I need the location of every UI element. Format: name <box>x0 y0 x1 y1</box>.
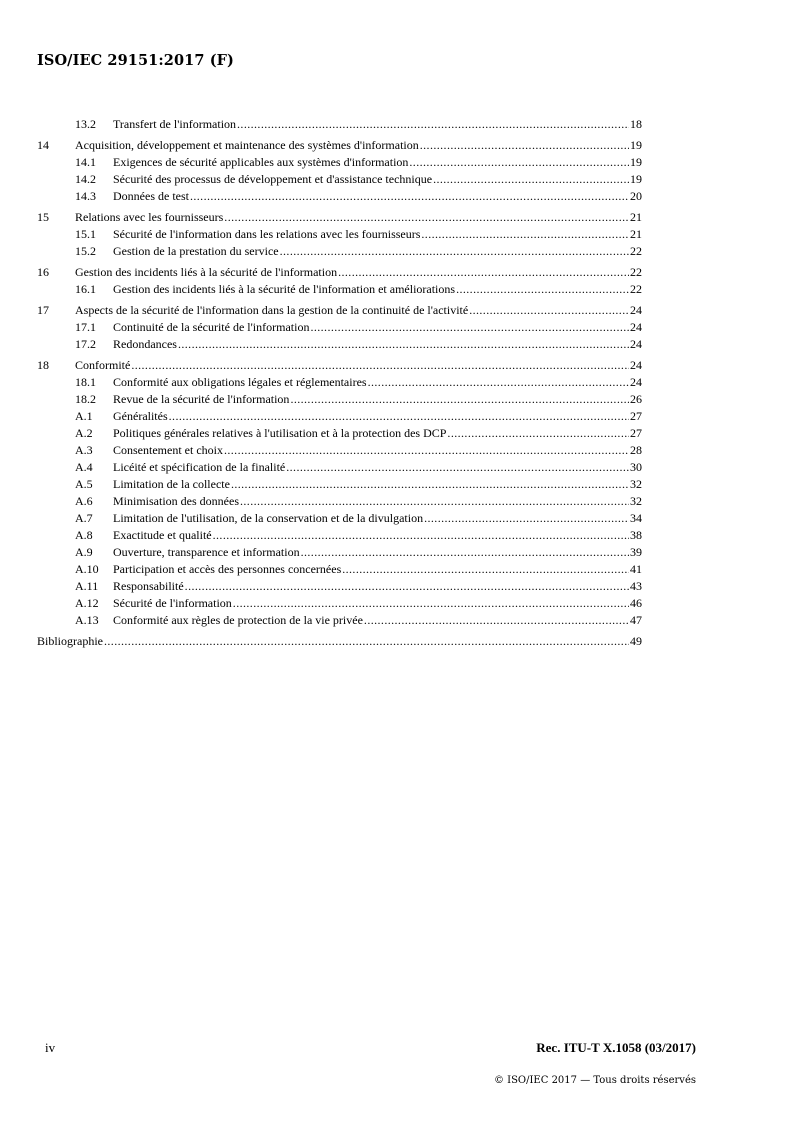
toc-entry[interactable] <box>37 442 642 459</box>
toc-entry-page: 19 <box>630 138 642 152</box>
toc-entry-page: 22 <box>630 244 642 258</box>
toc-dot-leader <box>185 578 629 595</box>
toc-entry[interactable] <box>37 336 642 353</box>
toc-entry-number: 14 <box>37 138 49 152</box>
toc-entry[interactable] <box>37 357 642 374</box>
toc-dot-leader <box>433 171 629 188</box>
toc-entry[interactable] <box>37 527 642 544</box>
toc-entry[interactable] <box>37 188 642 205</box>
toc-entry-page: 19 <box>630 172 642 186</box>
toc-entry-title: Exactitude et qualité <box>113 528 212 542</box>
toc-dot-leader <box>213 527 629 544</box>
toc-dot-leader <box>447 425 629 442</box>
toc-entry-title: Aspects de la sécurité de l'information dans la gestion de la continuité de l'activité <box>75 303 469 317</box>
toc-entry-title: Sécurité de l'information <box>113 596 232 610</box>
toc-dot-leader <box>469 302 629 319</box>
toc-entry[interactable] <box>37 578 642 595</box>
toc-entry-page: 28 <box>630 443 642 457</box>
toc-entry[interactable] <box>37 510 642 527</box>
toc-entry-page: 27 <box>630 426 642 440</box>
toc-entry-number: 18.2 <box>75 392 96 406</box>
toc-entry-number: A.6 <box>75 494 93 508</box>
toc-entry-page: 20 <box>630 189 642 203</box>
toc-dot-leader <box>420 137 629 154</box>
toc-entry-page: 18 <box>630 117 642 131</box>
toc-entry-page: 43 <box>630 579 642 593</box>
toc-entry[interactable] <box>37 319 642 336</box>
toc-entry[interactable] <box>37 281 642 298</box>
toc-dot-leader <box>290 391 629 408</box>
toc-entry-title: Gestion des incidents liés à la sécurité de l'information et améliorations <box>113 282 456 296</box>
document-header-title: ISO/IEC 29151:2017 (F) <box>37 52 235 69</box>
toc-dot-leader <box>409 154 629 171</box>
toc-entry-page: 24 <box>630 320 642 334</box>
toc-entry-title: Continuité de la sécurité de l'information <box>113 320 310 334</box>
toc-entry[interactable] <box>37 226 642 243</box>
toc-entry-page: 39 <box>630 545 642 559</box>
toc-entry-page: 49 <box>630 634 642 648</box>
toc-entry-number: 17.1 <box>75 320 96 334</box>
toc-entry-page: 32 <box>630 494 642 508</box>
toc-dot-leader <box>301 544 629 561</box>
toc-entry-title: Sécurité de l'information dans les relations avec les fournisseurs <box>113 227 421 241</box>
toc-entry-title: Acquisition, développement et maintenance des systèmes d'information <box>75 138 419 152</box>
toc-entry-number: 18 <box>37 358 49 372</box>
toc-entry-title: Limitation de l'utilisation, de la conservation et de la divulgation <box>113 511 424 525</box>
toc-entry[interactable] <box>37 408 642 425</box>
toc-entry-title: Responsabilité <box>113 579 184 593</box>
toc-entry-title: Participation et accès des personnes concernées <box>113 562 342 576</box>
toc-entry-number: 14.2 <box>75 172 96 186</box>
toc-entry-page: 41 <box>630 562 642 576</box>
toc-entry[interactable] <box>37 476 642 493</box>
toc-entry[interactable] <box>37 544 642 561</box>
toc-entry-page: 38 <box>630 528 642 542</box>
toc-entry-title: Relations avec les fournisseurs <box>75 210 224 224</box>
toc-entry-number: 13.2 <box>75 117 96 131</box>
toc-entry-number: A.10 <box>75 562 99 576</box>
toc-entry-number: 17.2 <box>75 337 96 351</box>
toc-entry[interactable] <box>37 171 642 188</box>
toc-entry-title: Ouverture, transparence et information <box>113 545 300 559</box>
toc-entry-page: 21 <box>630 210 642 224</box>
toc-entry-number: A.11 <box>75 579 99 593</box>
toc-entry[interactable] <box>37 391 642 408</box>
toc-dot-leader <box>286 459 629 476</box>
toc-dot-leader <box>233 595 629 612</box>
toc-entry-title: Bibliographie <box>37 634 103 648</box>
toc-entry-number: 16.1 <box>75 282 96 296</box>
toc-entry-title: Généralités <box>113 409 168 423</box>
toc-entry-number: 15.1 <box>75 227 96 241</box>
toc-entry-number: A.12 <box>75 596 99 610</box>
toc-entry-number: A.5 <box>75 477 93 491</box>
toc-entry-number: A.13 <box>75 613 99 627</box>
toc-entry[interactable] <box>37 302 642 319</box>
footer-copyright: © ISO/IEC 2017 — Tous droits réservés <box>493 1075 696 1086</box>
toc-entry-page: 46 <box>630 596 642 610</box>
toc-entry-title: Conformité aux règles de protection de la vie privée <box>113 613 363 627</box>
toc-entry-title: Gestion des incidents liés à la sécurité de l'information <box>75 265 338 279</box>
toc-entry[interactable] <box>37 425 642 442</box>
toc-entry-page: 24 <box>630 337 642 351</box>
toc-entry-number: 17 <box>37 303 49 317</box>
toc-entry-title: Données de test <box>113 189 189 203</box>
toc-entry-title: Revue de la sécurité de l'information <box>113 392 290 406</box>
toc-entry-number: 14.3 <box>75 189 96 203</box>
toc-entry-page: 32 <box>630 477 642 491</box>
toc-entry-number: A.8 <box>75 528 93 542</box>
toc-entry[interactable] <box>37 493 642 510</box>
toc-entry-page: 22 <box>630 265 642 279</box>
toc-entry[interactable] <box>37 116 642 133</box>
toc-dot-leader <box>338 264 629 281</box>
toc-entry[interactable] <box>37 633 642 650</box>
toc-entry[interactable] <box>37 595 642 612</box>
toc-dot-leader <box>424 510 629 527</box>
toc-entry[interactable] <box>37 459 642 476</box>
toc-dot-leader <box>190 188 629 205</box>
toc-dot-leader <box>237 116 629 133</box>
toc-entry-page: 24 <box>630 358 642 372</box>
footer-recommendation: Rec. ITU-T X.1058 (03/2017) <box>536 1040 696 1055</box>
toc-entry-title: Politiques générales relatives à l'utilisation et à la protection des DCP <box>113 426 447 440</box>
table-of-contents <box>37 116 642 650</box>
toc-entry-page: 24 <box>630 303 642 317</box>
toc-dot-leader <box>178 336 629 353</box>
toc-entry[interactable] <box>37 612 642 629</box>
toc-entry-page: 19 <box>630 155 642 169</box>
toc-entry-title: Minimisation des données <box>113 494 239 508</box>
toc-dot-leader <box>240 493 629 510</box>
toc-entry-page: 30 <box>630 460 642 474</box>
toc-dot-leader <box>280 243 629 260</box>
toc-dot-leader <box>364 612 629 629</box>
toc-entry[interactable] <box>37 561 642 578</box>
toc-entry-number: A.4 <box>75 460 93 474</box>
toc-entry-number: 16 <box>37 265 49 279</box>
toc-entry-number: A.9 <box>75 545 93 559</box>
toc-dot-leader <box>421 226 629 243</box>
toc-entry-title: Conformité aux obligations légales et réglementaires <box>113 375 367 389</box>
toc-entry-title: Licéité et spécification de la finalité <box>113 460 286 474</box>
toc-entry-number: 15.2 <box>75 244 96 258</box>
toc-dot-leader <box>342 561 629 578</box>
toc-entry-title: Sécurité des processus de développement et d'assistance technique <box>113 172 433 186</box>
toc-dot-leader <box>224 209 629 226</box>
toc-entry-number: A.1 <box>75 409 93 423</box>
toc-entry-title: Gestion de la prestation du service <box>113 244 279 258</box>
toc-entry-title: Limitation de la collecte <box>113 477 230 491</box>
toc-entry-page: 26 <box>630 392 642 406</box>
toc-entry[interactable] <box>37 209 642 226</box>
toc-entry-number: 18.1 <box>75 375 96 389</box>
toc-entry-page: 34 <box>630 511 642 525</box>
toc-entry-number: 14.1 <box>75 155 96 169</box>
toc-entry-page: 47 <box>630 613 642 627</box>
toc-dot-leader <box>224 442 629 459</box>
footer-page-number: iv <box>45 1040 56 1055</box>
toc-entry-title: Conformité <box>75 358 131 372</box>
toc-entry-page: 22 <box>630 282 642 296</box>
toc-entry-page: 21 <box>630 227 642 241</box>
toc-entry[interactable] <box>37 154 642 171</box>
toc-dot-leader <box>310 319 629 336</box>
toc-entry-number: A.7 <box>75 511 93 525</box>
toc-entry[interactable] <box>37 374 642 391</box>
toc-entry-title: Exigences de sécurité applicables aux systèmes d'information <box>113 155 409 169</box>
toc-dot-leader <box>169 408 629 425</box>
toc-entry[interactable] <box>37 264 642 281</box>
toc-entry-title: Consentement et choix <box>113 443 223 457</box>
toc-dot-leader <box>456 281 629 298</box>
toc-entry-title: Transfert de l'information <box>113 117 237 131</box>
toc-entry[interactable] <box>37 137 642 154</box>
toc-entry-page: 27 <box>630 409 642 423</box>
toc-entry-number: A.2 <box>75 426 93 440</box>
toc-dot-leader <box>131 357 629 374</box>
toc-dot-leader <box>231 476 629 493</box>
toc-dot-leader <box>368 374 629 391</box>
toc-entry-title: Redondances <box>113 337 177 351</box>
toc-entry-page: 24 <box>630 375 642 389</box>
toc-entry-number: 15 <box>37 210 49 224</box>
toc-entry-number: A.3 <box>75 443 93 457</box>
toc-entry[interactable] <box>37 243 642 260</box>
toc-dot-leader <box>104 633 629 650</box>
